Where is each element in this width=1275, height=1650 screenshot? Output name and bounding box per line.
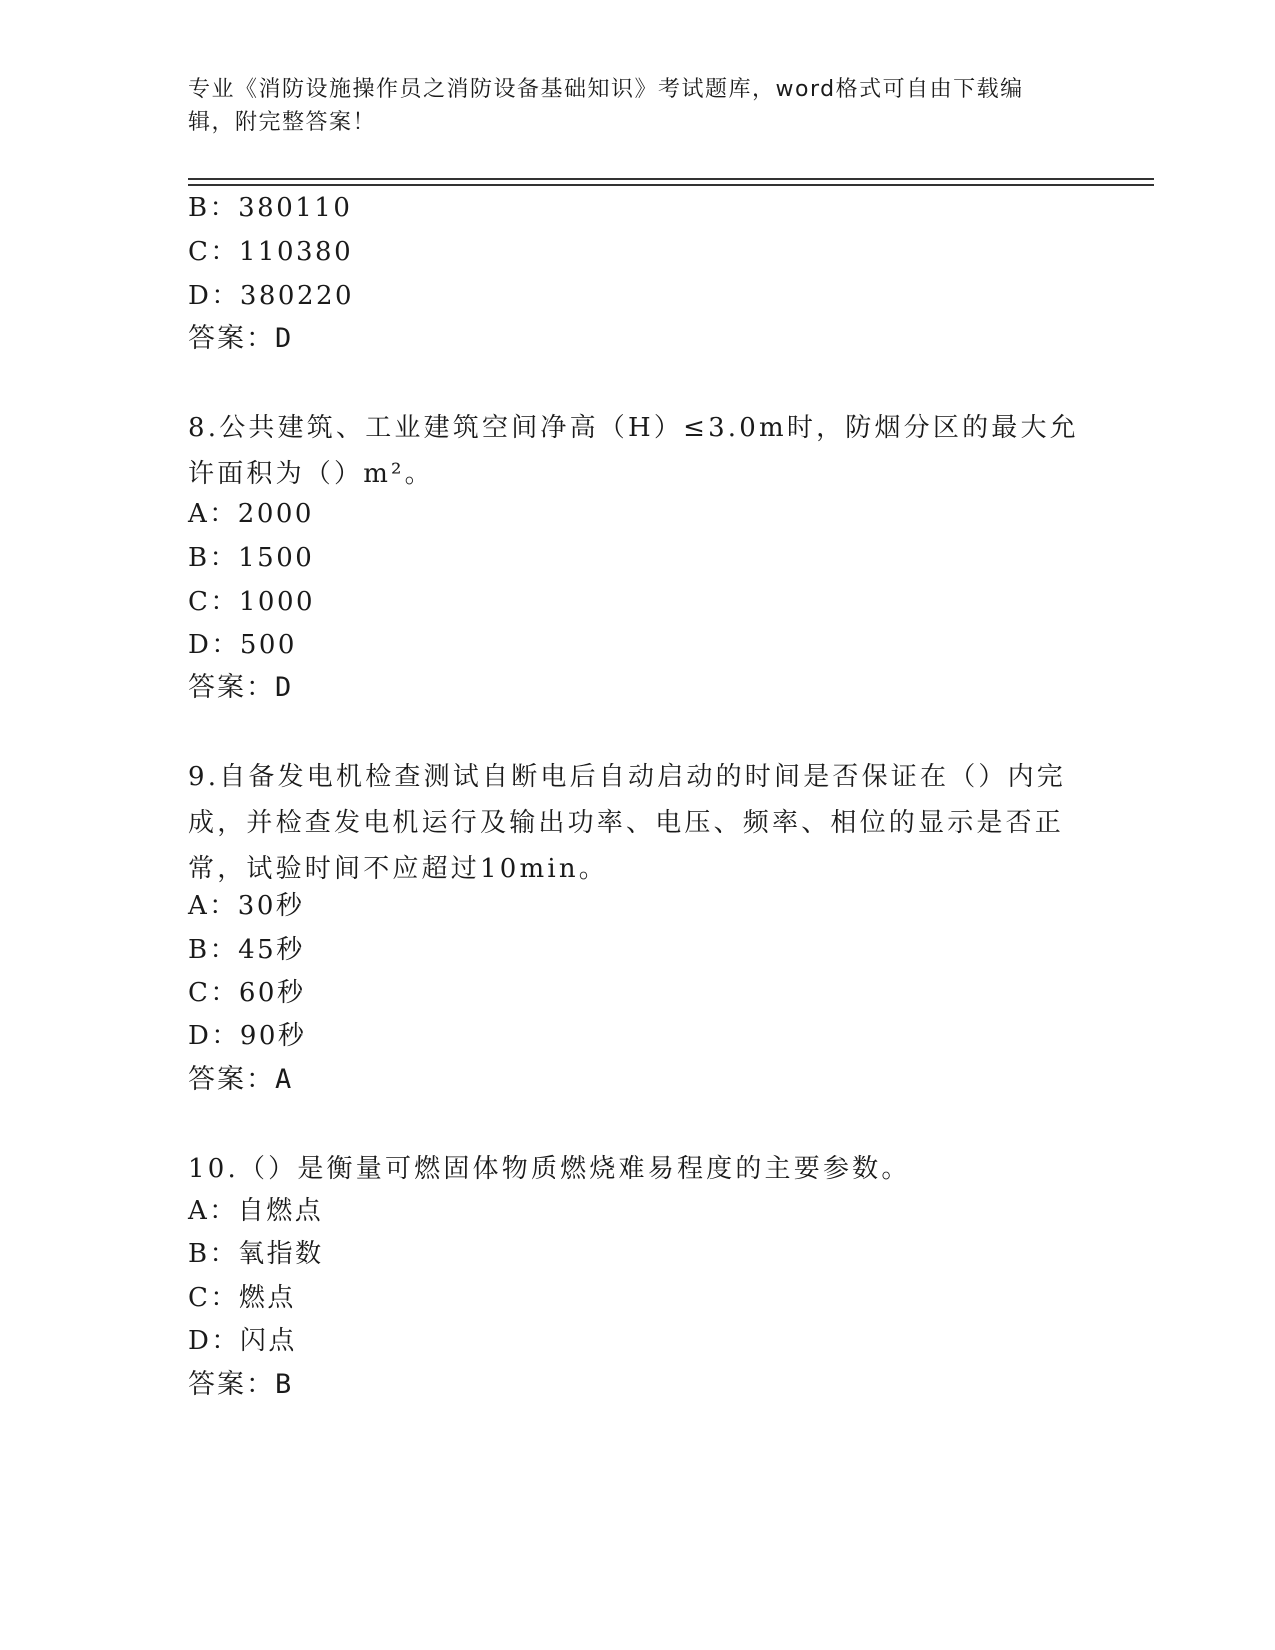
q8-option-b: B：1500: [188, 543, 315, 573]
q7-option-c: C：110380: [188, 237, 354, 267]
q9-answer: 答案：A: [188, 1064, 294, 1095]
q7-answer: 答案：D: [188, 323, 294, 354]
q10-option-a: A：自燃点: [188, 1196, 324, 1226]
header-divider-bottom: [188, 184, 1154, 186]
q9-option-b: B：45秒: [188, 935, 305, 965]
q7-option-b: B：380110: [188, 193, 353, 223]
document-header: 专业《消防设施操作员之消防设备基础知识》考试题库，word格式可自由下载编辑，附完整答案！: [188, 77, 1024, 135]
q10-option-b: B：氧指数: [188, 1239, 324, 1269]
q8-question: 8.公共建筑、工业建筑空间净高（H）≤3.0m时，防烟分区的最大允许面积为（）m²。: [188, 413, 1079, 489]
q9-option-d: D：90秒: [188, 1021, 307, 1051]
q8-answer: 答案：D: [188, 672, 294, 703]
q9-option-c: C：60秒: [188, 978, 306, 1008]
q10-option-c: C：燃点: [188, 1283, 296, 1313]
q9-question: 9.自备发电机检查测试自断电后自动启动的时间是否保证在（）内完成，并检查发电机运行及输出功率、电压、频率、相位的显示是否正常，试验时间不应超过10min。: [188, 762, 1067, 884]
q10-question: 10.（）是衡量可燃固体物质燃烧难易程度的主要参数。: [188, 1154, 911, 1184]
q8-option-c: C：1000: [188, 587, 316, 617]
q8-option-d: D：500: [188, 630, 297, 660]
q7-option-d: D：380220: [188, 281, 355, 311]
q8-option-a: A：2000: [188, 499, 314, 529]
q10-option-d: D：闪点: [188, 1326, 297, 1356]
q9-option-a: A：30秒: [188, 891, 305, 921]
q10-answer: 答案：B: [188, 1369, 294, 1400]
header-divider-top: [188, 178, 1154, 180]
